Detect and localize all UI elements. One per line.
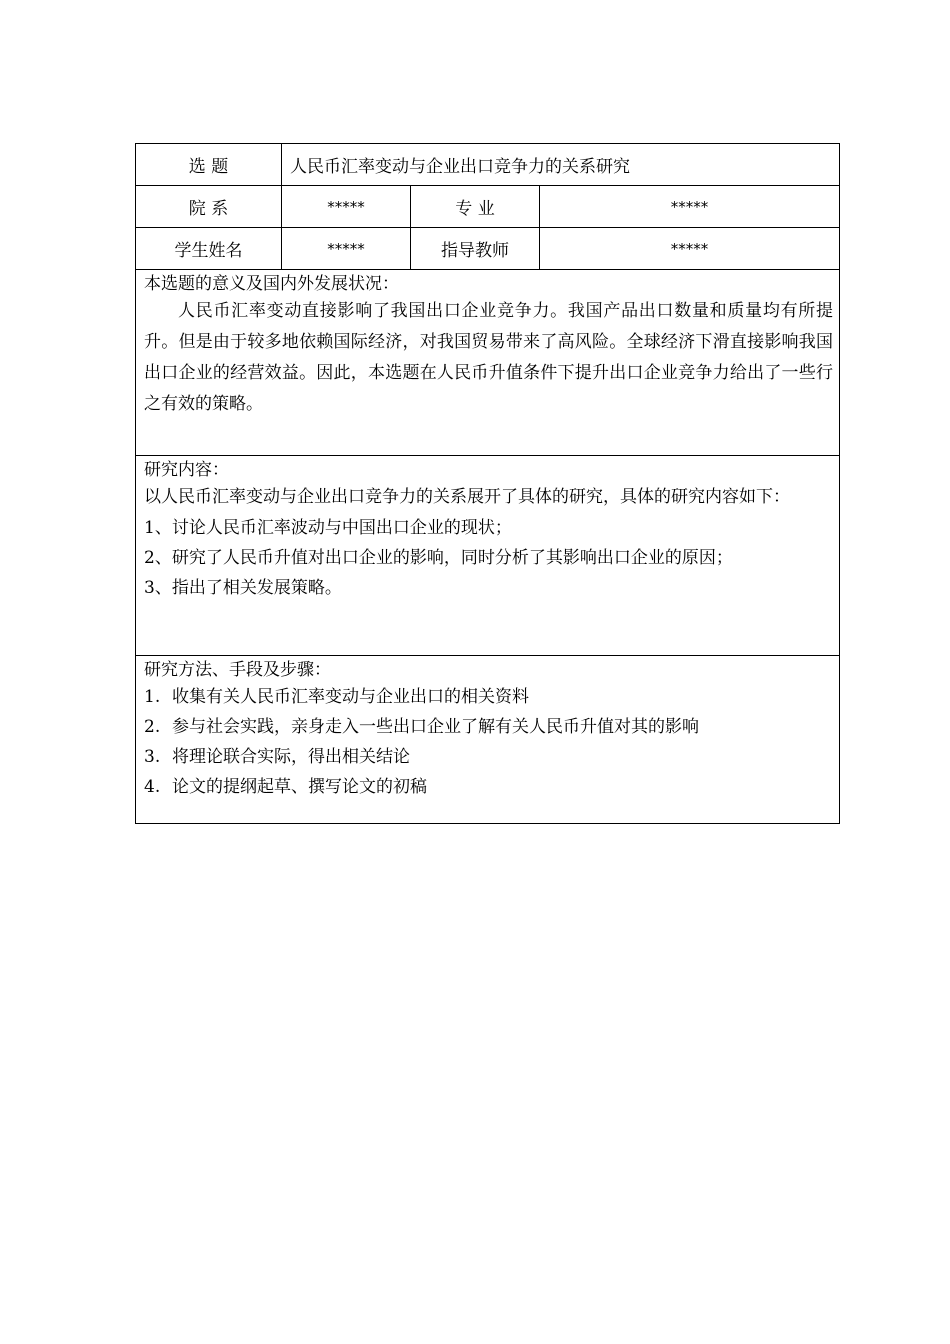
- significance-row: [136, 270, 840, 456]
- major-label: 专 业: [411, 186, 540, 228]
- content-row: [136, 456, 840, 656]
- topic-label: 选 题: [136, 144, 282, 186]
- student-name-label: 学生姓名: [136, 228, 282, 270]
- topic-row: [136, 144, 840, 186]
- method-number: 1.: [144, 687, 161, 707]
- methods-section: [136, 656, 840, 824]
- methods-row: [136, 656, 840, 824]
- advisor-value: *****: [540, 228, 840, 270]
- significance-heading: 本选题的意义及国内外发展状况：: [144, 274, 399, 294]
- method-number: 3.: [144, 747, 161, 767]
- method-number: 4.: [144, 777, 161, 797]
- department-value: *****: [282, 186, 411, 228]
- advisor-label: 指导教师: [411, 228, 540, 270]
- method-text: 收集有关人民币汇率变动与企业出口的相关资料: [172, 687, 529, 707]
- content-item: 1、讨论人民币汇率波动与中国出口企业的现状；: [144, 518, 512, 538]
- content-heading: 研究内容：: [144, 460, 229, 480]
- significance-paragraph: 人民币汇率变动直接影响了我国出口企业竞争力。我国产品出口数量和质量均有所提升。但是由于较多地依赖国际经济，对我国贸易带来了高风险。全球经济下滑直接影响我国出口企业的经营效益。因此，本选题在人民币升值条件下提升出口企业竞争力给出了一些行之有效的策略。: [144, 301, 834, 414]
- topic-value: 人民币汇率变动与企业出口竞争力的关系研究: [282, 144, 840, 186]
- student-row: [136, 228, 840, 270]
- method-item: [144, 772, 833, 802]
- method-text: 将理论联合实际，得出相关结论: [172, 747, 410, 767]
- department-row: [136, 186, 840, 228]
- department-label: 院 系: [136, 186, 282, 228]
- significance-section: [136, 270, 840, 456]
- method-text: 参与社会实践，亲身走入一些出口企业了解有关人民币升值对其的影响: [172, 717, 699, 737]
- method-number: 2.: [144, 717, 161, 737]
- method-text: 论文的提纲起草、撰写论文的初稿: [172, 777, 427, 797]
- content-item: 2、研究了人民币升值对出口企业的影响，同时分析了其影响出口企业的原因；: [144, 548, 733, 568]
- student-name-value: *****: [282, 228, 411, 270]
- method-item: [144, 682, 833, 712]
- content-item: 3、指出了相关发展策略。: [144, 578, 342, 598]
- proposal-form-table: [135, 143, 840, 824]
- major-value: *****: [540, 186, 840, 228]
- methods-heading: 研究方法、手段及步骤：: [144, 660, 331, 680]
- content-intro: 以人民币汇率变动与企业出口竞争力的关系展开了具体的研究，具体的研究内容如下：: [144, 487, 790, 507]
- method-item: [144, 712, 833, 742]
- method-item: [144, 742, 833, 772]
- content-section: [136, 456, 840, 656]
